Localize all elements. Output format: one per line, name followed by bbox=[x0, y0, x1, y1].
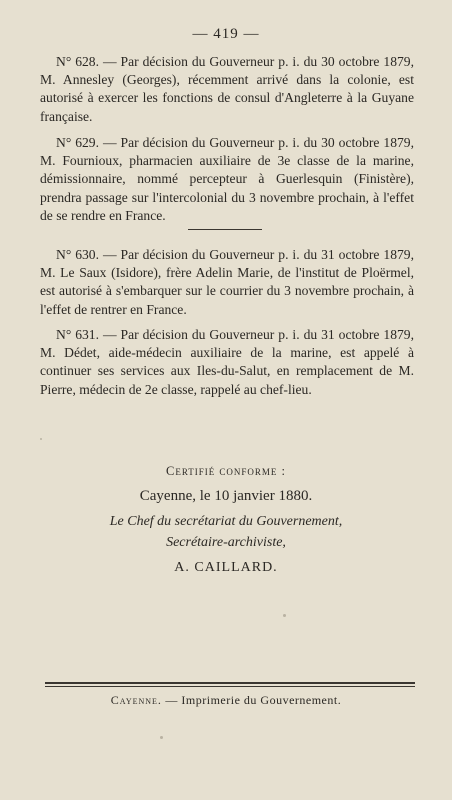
decision-paragraph-628 bbox=[40, 53, 414, 126]
paragraph-body: 1879, M. Le Saux (Isidore), frère Adelin Marie, de l'institut de Ploërmel, est autorisé à s'embarquer sur le courrier du 3 novembre prochain, à l'effet de rentrer en France. bbox=[40, 247, 414, 317]
decision-paragraph-630 bbox=[40, 246, 414, 319]
section-divider bbox=[188, 229, 262, 230]
paragraph-body: 1879, M. Annesley (Georges), récemment arrivé dans la colonie, est autorisé à exercer les fonctions de consul d'Angleterre à la Guyane française. bbox=[40, 54, 414, 124]
place-date: Cayenne, le 10 janvier 1880. bbox=[139, 488, 313, 504]
paragraph-body: 1879, M. Fournioux, pharmacien auxiliaire de 3e classe de la marine, démissionnaire, nommé percepteur à Guerlesquin (Finistère), prendra passage sur l'intercolonial du 3 novembre prochain, à l'effet de se rendre en France. bbox=[40, 135, 414, 223]
paragraph-body: 1879, M. Dédet, aide-médecin auxiliaire de la marine, est appelé à continuer ses services aux Iles-du-Salut, en remplacement de M. Pierre, médecin de 2e classe, rappelé au chef-lieu. bbox=[40, 327, 414, 397]
page-number: — 419 — bbox=[192, 26, 260, 42]
certification-heading: Certifié conforme : bbox=[165, 464, 287, 478]
paragraph-lead: N° 630. — Par décision du Gouverneur p. i. du 31 octobre bbox=[56, 247, 380, 262]
paragraph-lead: N° 631. — Par décision du Gouverneur p. i. du 31 octobre bbox=[56, 327, 380, 342]
paragraph-lead: N° 629. — Par décision du Gouverneur p. i. du 30 octobre bbox=[56, 135, 380, 150]
imprint-city: Cayenne. bbox=[110, 693, 162, 707]
official-title-line1: Le Chef du secrétariat du Gouvernement, bbox=[109, 514, 343, 529]
paper-speck bbox=[160, 736, 163, 739]
paragraph-lead: N° 628. — Par décision du Gouverneur p. i. du 30 octobre bbox=[56, 54, 380, 69]
footer-rule-thin bbox=[45, 686, 415, 687]
decision-paragraph-629 bbox=[40, 134, 414, 225]
imprint-printer: — Imprimerie du Gouvernement. bbox=[165, 693, 342, 707]
footer-rule-thick bbox=[45, 682, 415, 684]
signature-name: A. CAILLARD. bbox=[174, 560, 278, 575]
paper-speck bbox=[283, 614, 286, 617]
decision-paragraph-631 bbox=[40, 326, 414, 399]
printer-imprint bbox=[0, 693, 452, 708]
paper-speck bbox=[40, 438, 42, 440]
official-title-line2: Secrétaire-archiviste, bbox=[166, 535, 286, 550]
